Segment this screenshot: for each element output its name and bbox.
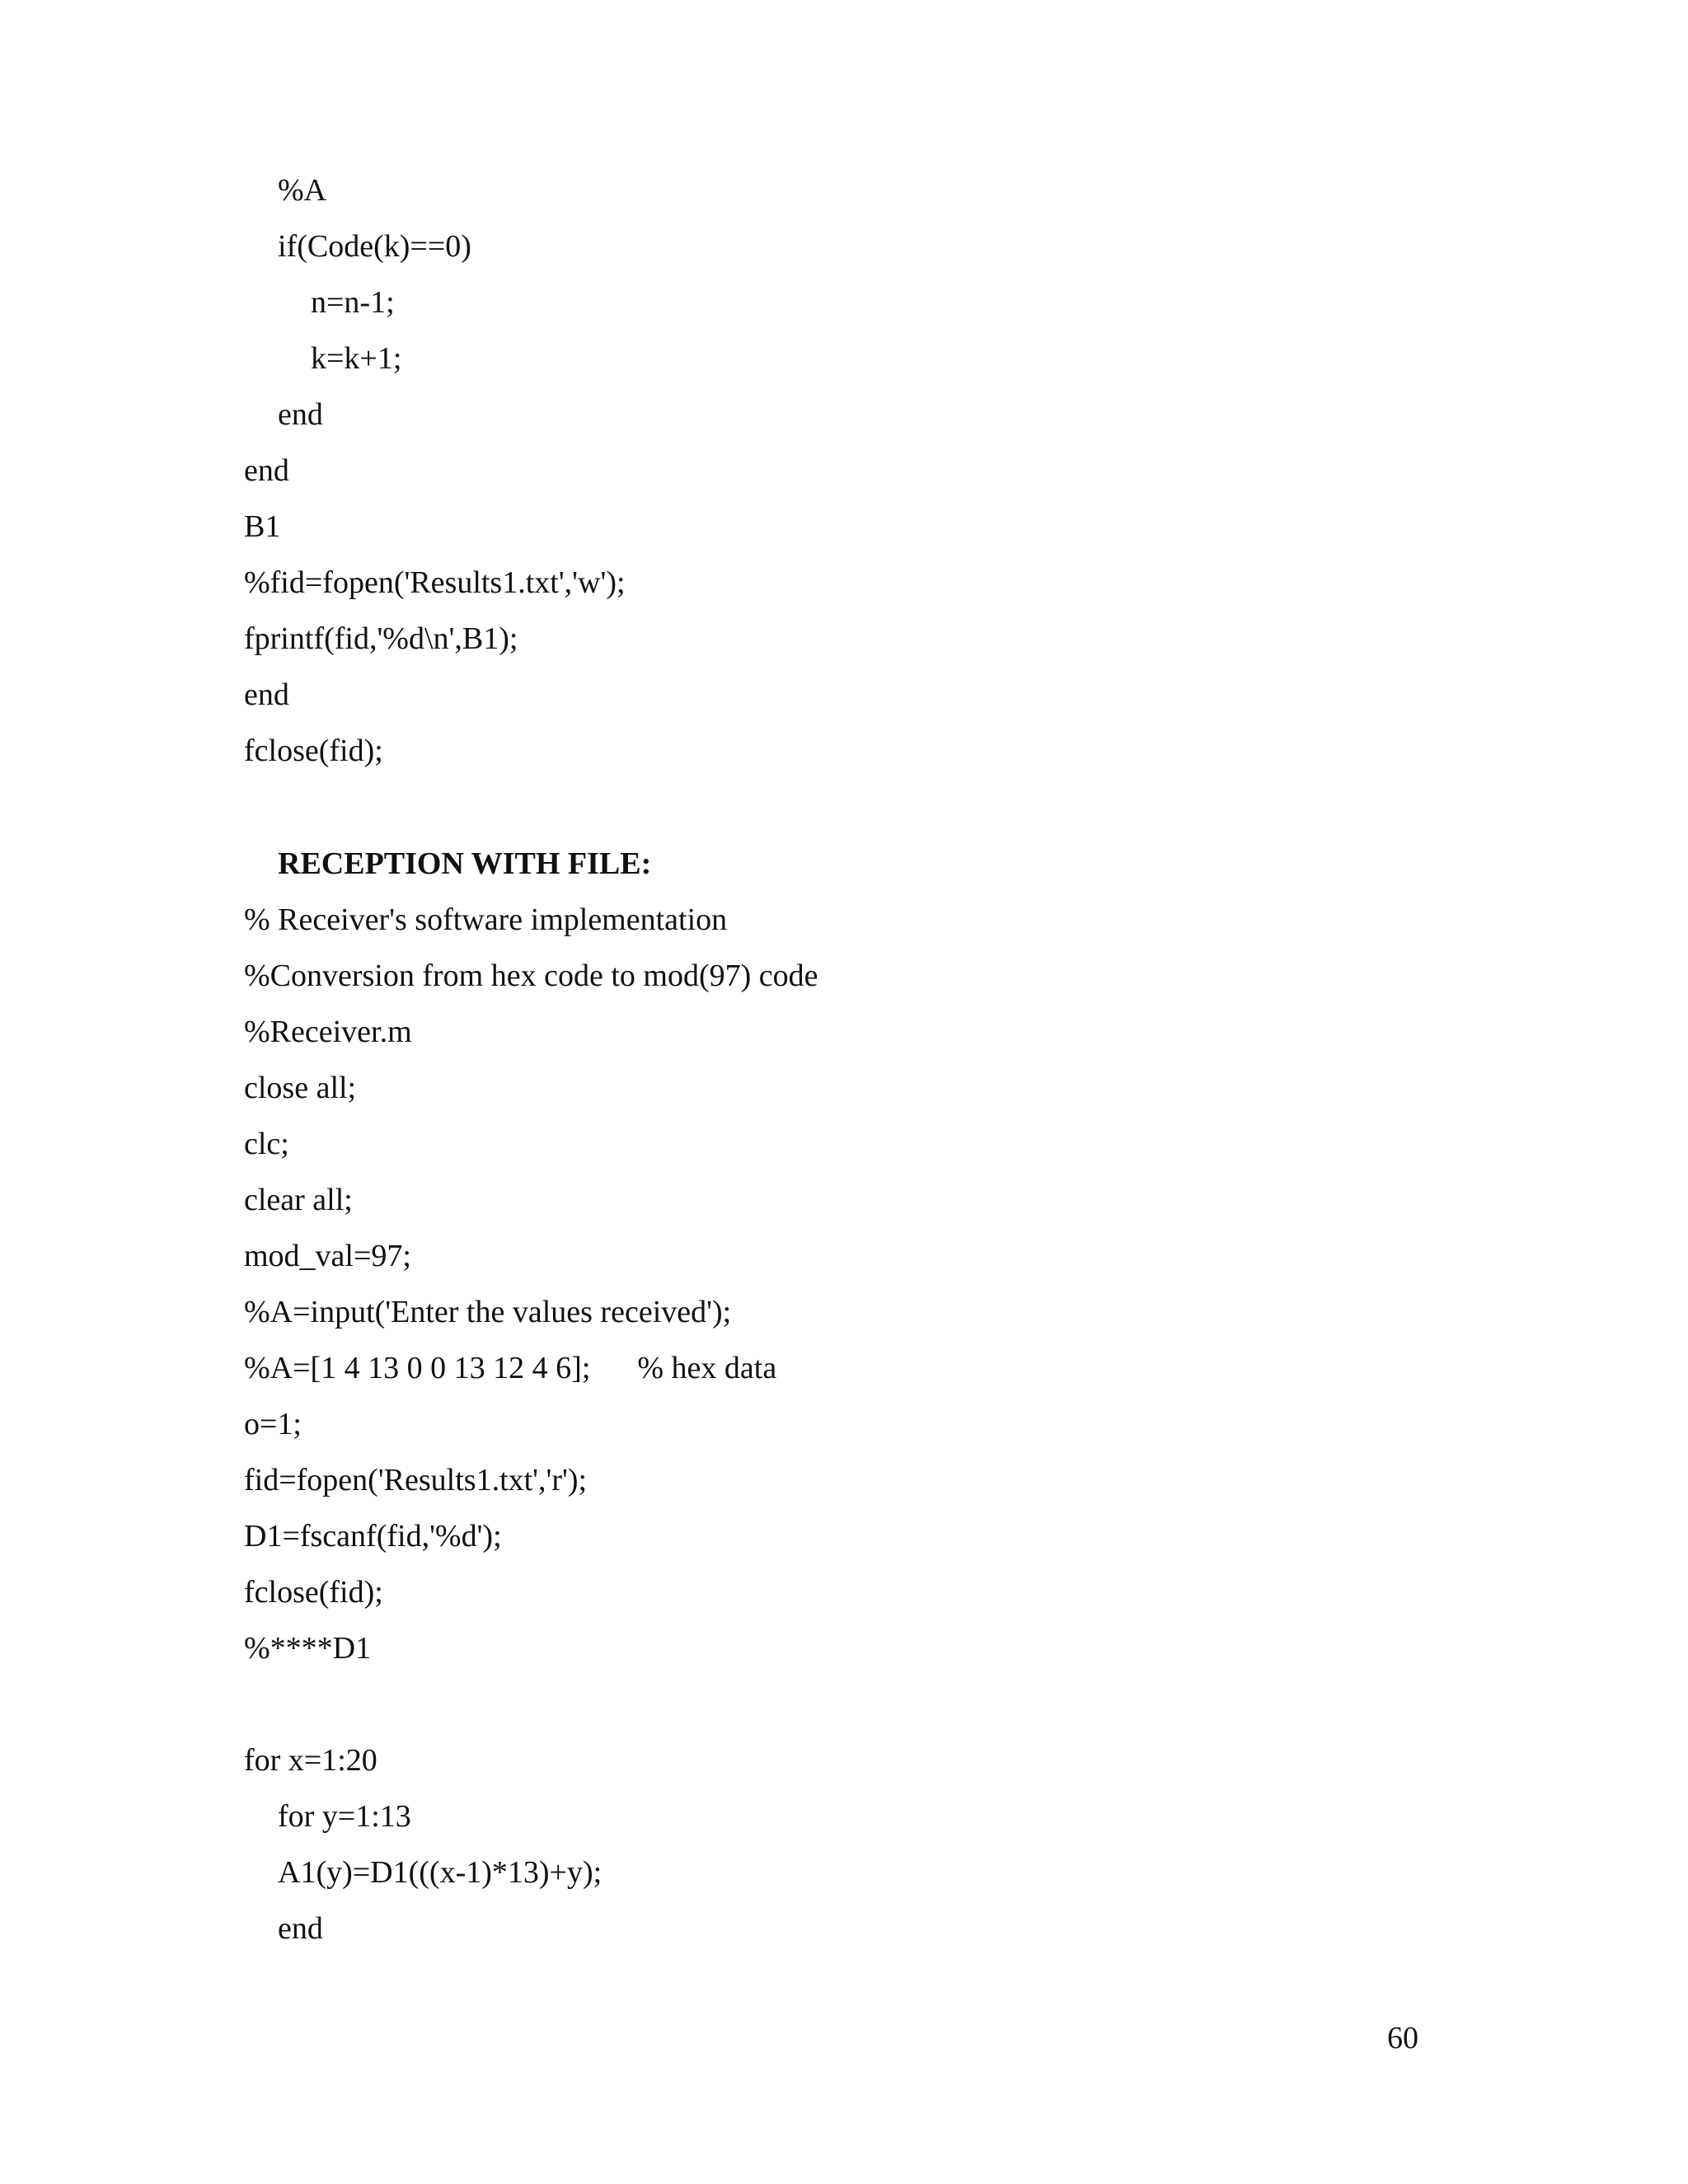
code-line: %fid=fopen('Results1.txt','w'); <box>244 565 626 600</box>
code-line: if(Code(k)==0) <box>278 229 471 264</box>
code-line: end <box>244 677 289 712</box>
code-line: %Conversion from hex code to mod(97) code <box>244 958 818 993</box>
code-line: o=1; <box>244 1407 302 1441</box>
code-line: %A=input('Enter the values received'); <box>244 1295 732 1329</box>
code-line: k=k+1; <box>311 341 402 376</box>
code-line: end <box>244 453 289 488</box>
code-line: for x=1:20 <box>244 1743 377 1778</box>
page-number: 60 <box>1387 2021 1418 2055</box>
code-line: A1(y)=D1(((x-1)*13)+y); <box>278 1855 603 1890</box>
code-line: end <box>278 397 323 432</box>
code-line: close all; <box>244 1071 357 1105</box>
section-heading: RECEPTION WITH FILE: <box>278 846 652 881</box>
code-line: B1 <box>244 509 281 544</box>
code-line: mod_val=97; <box>244 1239 411 1273</box>
code-line: % Receiver's software implementation <box>244 902 728 937</box>
code-line: fprintf(fid,'%d\n',B1); <box>244 621 518 656</box>
code-line: clear all; <box>244 1183 353 1217</box>
code-line: n=n-1; <box>311 285 395 320</box>
code-line: clc; <box>244 1127 289 1161</box>
code-line: fid=fopen('Results1.txt','r'); <box>244 1463 588 1497</box>
code-line: D1=fscanf(fid,'%d'); <box>244 1519 502 1554</box>
code-line: %****D1 <box>244 1631 372 1666</box>
code-line: end <box>278 1911 323 1946</box>
code-line: %Receiver.m <box>244 1015 412 1049</box>
code-line: fclose(fid); <box>244 733 383 768</box>
code-line: fclose(fid); <box>244 1575 383 1610</box>
code-line: %A=[1 4 13 0 0 13 12 4 6]; % hex data <box>244 1351 777 1385</box>
code-line: %A <box>278 173 327 208</box>
code-line: for y=1:13 <box>278 1799 411 1834</box>
